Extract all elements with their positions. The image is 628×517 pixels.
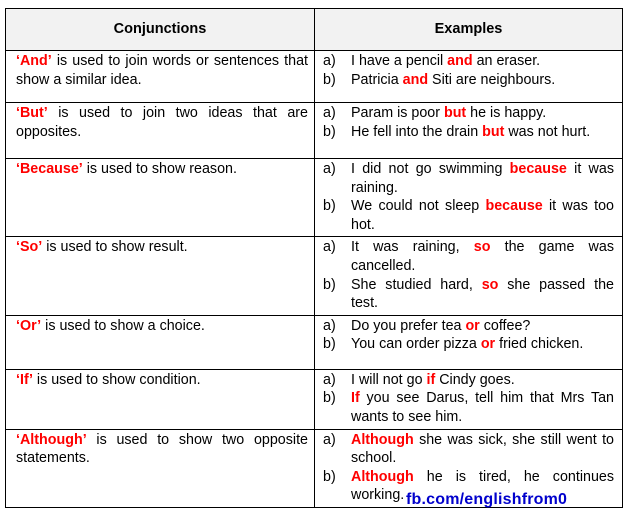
example-item <box>315 389 622 426</box>
table-row <box>6 315 623 369</box>
conjunction-cell <box>6 315 315 369</box>
example-item <box>315 104 622 123</box>
example-text <box>351 238 614 275</box>
example-text-part: she was sick, she still went to school. <box>351 431 614 467</box>
example-text-part: We could not sleep <box>351 198 486 215</box>
header-row <box>6 9 623 51</box>
example-text-part: I have a pencil <box>351 53 448 69</box>
example-text-part: he is tired, he continues working. <box>351 468 614 504</box>
example-keyword: so <box>473 239 491 256</box>
example-text-part: You can order pizza <box>351 336 481 353</box>
conjunction-cell <box>6 237 315 315</box>
example-keyword: because <box>509 161 567 177</box>
example-text <box>351 160 614 197</box>
examples-cell <box>315 369 623 429</box>
example-text <box>351 431 614 468</box>
example-keyword: or <box>465 317 480 334</box>
example-text-part: Siti are neighbours. <box>428 71 556 88</box>
example-text-part: fried chicken. <box>495 336 584 353</box>
conjunction-keyword: ‘So’ <box>16 239 43 256</box>
example-text <box>351 317 614 336</box>
example-label: b) <box>323 123 336 140</box>
example-keyword: and <box>402 71 429 88</box>
example-label: a) <box>323 371 336 388</box>
table-row <box>6 159 623 237</box>
example-text <box>351 52 614 71</box>
example-text <box>351 123 614 142</box>
example-label: a) <box>323 239 336 256</box>
example-keyword: Although <box>351 468 414 485</box>
example-label: a) <box>323 53 336 69</box>
example-text-part: it was too hot. <box>351 198 614 233</box>
example-label: a) <box>323 161 336 177</box>
example-item <box>315 52 622 71</box>
example-label: a) <box>323 431 336 448</box>
example-text <box>351 71 614 90</box>
example-text-part: she passed the test. <box>351 276 614 312</box>
example-text <box>351 389 614 426</box>
example-text-part: I did not go swimming <box>351 161 510 177</box>
conjunction-keyword: ‘If’ <box>16 371 33 388</box>
conjunction-keyword: ‘Although’ <box>16 431 87 448</box>
conjunction-cell <box>6 429 315 507</box>
examples-cell <box>315 237 623 315</box>
example-item <box>315 123 622 142</box>
example-keyword: so <box>481 276 499 293</box>
example-item <box>315 317 622 336</box>
example-keyword: if <box>426 371 436 388</box>
example-keyword: but <box>482 123 505 140</box>
example-item <box>315 371 622 390</box>
example-text <box>351 371 614 390</box>
example-text-part: Param is poor <box>351 105 444 121</box>
example-label: b) <box>323 71 336 88</box>
conjunction-description: is used to show result. <box>42 239 188 256</box>
example-keyword: Although <box>351 431 414 448</box>
example-item <box>315 335 622 354</box>
conjunction-description: is used to show a choice. <box>41 317 205 334</box>
example-item <box>315 276 622 313</box>
example-text <box>351 197 614 234</box>
conjunction-cell <box>6 159 315 237</box>
example-label: b) <box>323 276 336 293</box>
example-item <box>315 238 622 275</box>
conjunction-description: is used to join two ideas that are opposites. <box>16 105 308 140</box>
table-row <box>6 103 623 159</box>
example-keyword: but <box>443 105 467 121</box>
example-label: b) <box>323 198 336 215</box>
conjunction-cell <box>6 51 315 103</box>
conjunction-description: is used to join words or sentences that show a similar idea. <box>16 53 308 88</box>
conjunction-description: is used to show reason. <box>82 161 237 177</box>
header-conjunctions: Conjunctions <box>6 9 315 51</box>
example-item <box>315 71 622 90</box>
conjunction-cell <box>6 103 315 159</box>
example-item <box>315 197 622 234</box>
example-text <box>351 104 614 123</box>
example-keyword: or <box>480 336 496 353</box>
conjunction-keyword: ‘Because’ <box>16 161 83 177</box>
table-row <box>6 237 623 315</box>
example-keyword: If <box>351 390 360 407</box>
examples-cell <box>315 51 623 103</box>
header-examples: Examples <box>315 9 623 51</box>
conjunction-description: is used to show condition. <box>32 371 201 388</box>
conjunctions-table <box>5 8 623 508</box>
example-text-part: It was raining, <box>351 239 474 256</box>
examples-cell <box>315 315 623 369</box>
example-label: b) <box>323 390 336 407</box>
example-text-part: you see Darus, tell him that Mrs Tan wants to see him. <box>351 390 614 425</box>
example-text-part: Do you prefer tea <box>351 317 466 334</box>
example-text-part: he is happy. <box>466 105 547 121</box>
example-text-part: She studied hard, <box>351 276 482 293</box>
example-item <box>315 160 622 197</box>
example-label: b) <box>323 336 336 353</box>
example-text <box>351 335 614 354</box>
table-row <box>6 369 623 429</box>
example-text-part: coffee? <box>479 317 531 334</box>
conjunction-cell <box>6 369 315 429</box>
example-text-part: He fell into the drain <box>351 123 483 140</box>
example-text-part: I will not go <box>351 371 427 388</box>
example-label: a) <box>323 317 336 334</box>
conjunction-keyword: ‘And’ <box>16 53 52 69</box>
examples-cell <box>315 159 623 237</box>
example-text-part: it was raining. <box>351 161 614 196</box>
example-text-part: Cindy goes. <box>435 371 515 388</box>
examples-cell <box>315 103 623 159</box>
conjunction-keyword: ‘Or’ <box>16 317 42 334</box>
example-item <box>315 431 622 468</box>
conjunction-keyword: ‘But’ <box>16 105 48 121</box>
example-text-part: an eraser. <box>472 53 541 69</box>
example-label: a) <box>323 105 336 121</box>
table-row <box>6 51 623 103</box>
footer-link[interactable]: fb.com/englishfrom0 <box>406 491 568 508</box>
example-text-part: the game was cancelled. <box>351 239 614 274</box>
example-keyword: and <box>447 53 473 69</box>
conjunction-description: is used to show two opposite statements. <box>16 431 308 467</box>
example-text-part: was not hurt. <box>504 123 591 140</box>
example-label: b) <box>323 468 336 485</box>
example-text <box>351 276 614 313</box>
example-text-part: Patricia <box>351 71 403 88</box>
example-keyword: because <box>485 198 543 215</box>
